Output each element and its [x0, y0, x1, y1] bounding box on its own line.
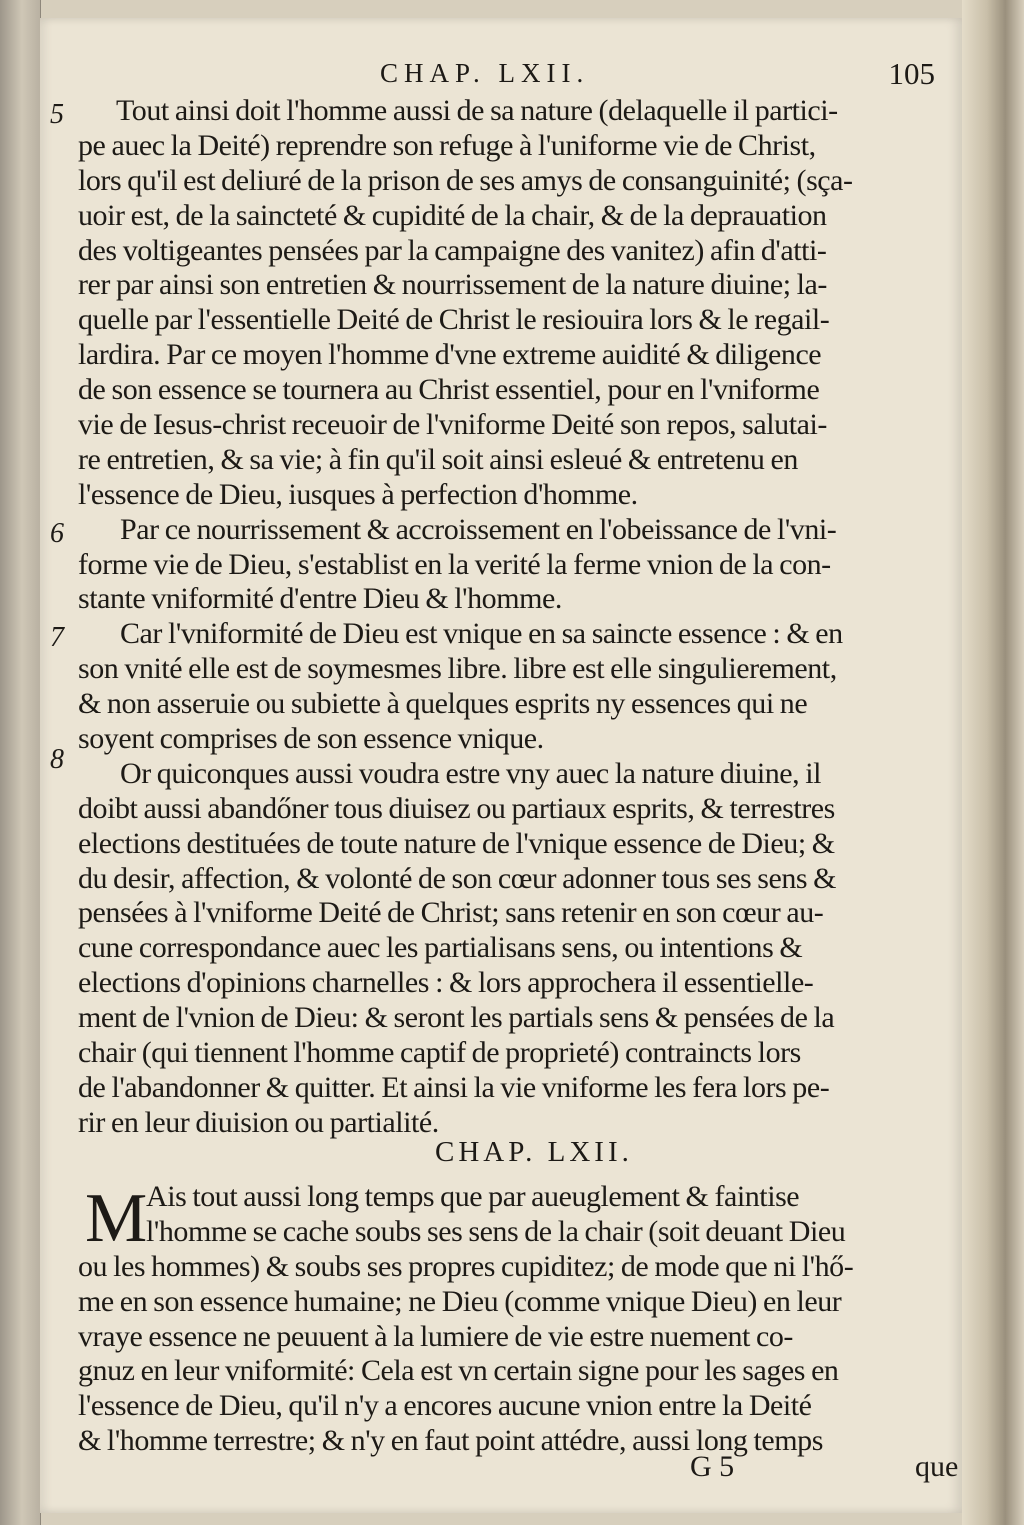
text-line: de son essence se tournera au Christ essentiel, pour en l'vniforme: [78, 373, 820, 407]
verse-number: 7: [50, 622, 64, 653]
text-line: de l'abandonner & quitter. Et ainsi la vie vniforme les fera lors pe-: [78, 1070, 830, 1104]
chapter-heading: CHAP. LXII.: [380, 58, 590, 88]
text-line: pe auec la Deité) reprendre son refuge à l'uniforme vie de Christ,: [78, 128, 816, 162]
text-line: l'essence de Dieu, iusques à perfection d'homme.: [78, 477, 638, 511]
text-line: l'essence de Dieu, qu'il n'y a encores aucune vnion entre la Deité: [78, 1389, 812, 1423]
text-line: soyent comprises de son essence vnique.: [78, 722, 544, 756]
text-line: & l'homme terrestre; & n'y en faut point attédre, aussi long temps: [78, 1424, 823, 1458]
text-line: stante vniformité d'entre Dieu & l'homme.: [78, 582, 562, 616]
text-line: uoir est, de la saincteté & cupidité de la chair, & de la deprauation: [78, 198, 827, 232]
text-line: rer par ainsi son entretien & nourrissement de la nature diuine; la-: [78, 268, 827, 302]
text-line: ou les hommes) & soubs ses propres cupiditez; de mode que ni l'hő-: [78, 1249, 854, 1283]
text-line: chair (qui tiennent l'homme captif de proprieté) contraincts lors: [78, 1036, 801, 1070]
text-line: gnuz en leur vniformité: Cela est vn certain signe pour les sages en: [78, 1354, 839, 1388]
text-line: Ais tout aussi long temps que par aueuglement & faintise: [146, 1180, 800, 1213]
signature-mark: G 5: [690, 1450, 735, 1483]
facing-page-edge: [0, 0, 41, 1525]
text-line: & non asseruie ou subiette à quelques esprits ny essences qui ne: [78, 687, 808, 721]
text-line: l'homme se cache soubs ses sens de la chair (soit deuant Dieu: [146, 1214, 846, 1248]
body-text: [78, 94, 978, 1141]
text-line: du desir, affection, & volonté de son cœur adonner tous ses sens &: [78, 861, 837, 895]
text-line: vraye essence ne peuuent à la lumiere de vie estre nuement co-: [78, 1319, 793, 1353]
book-page: [40, 18, 962, 1513]
text-line: elections d'opinions charnelles : & lors approchera il essentielle-: [78, 966, 814, 1000]
catchword: que: [915, 1450, 959, 1483]
text-line: Or quiconques aussi voudra estre vny auec la nature diuine, il: [120, 756, 822, 790]
verse-number: 8: [50, 744, 64, 775]
text-line: son vnité elle est de soymesmes libre. libre est elle singulierement,: [78, 652, 837, 686]
text-line: des voltigeantes pensées par la campaigne des vanitez) afin d'atti-: [78, 233, 827, 267]
text-line: Tout ainsi doit l'homme aussi de sa nature (delaquelle il partici-: [116, 94, 838, 127]
text-line: vie de Iesus-christ receuoir de l'vniforme Deité son repos, salutai-: [78, 408, 827, 442]
text-line: Par ce nourrissement & accroissement en l'obeissance de l'vni-: [120, 512, 837, 546]
running-head: [40, 58, 950, 98]
text-line: me en son essence humaine; ne Dieu (comme vnique Dieu) en leur: [78, 1284, 842, 1318]
text-line: rir en leur diuision ou partialité.: [78, 1105, 439, 1139]
text-line: Car l'vniformité de Dieu est vnique en sa saincte essence : & en: [120, 617, 843, 651]
page-number: 105: [888, 56, 935, 91]
text-line: lardira. Par ce moyen l'homme d'vne extreme auidité & diligence: [78, 338, 822, 372]
text-line: doibt aussi abandőner tous diuisez ou partiaux esprits, & terrestres: [78, 791, 835, 825]
chapter-title: CHAP. LXII.: [435, 1136, 633, 1168]
verse-number: 5: [50, 99, 64, 130]
text-line: pensées à l'vniforme Deité de Christ; sans retenir en son cœur au-: [78, 896, 824, 930]
chapter-text: [78, 1180, 978, 1459]
text-line: lors qu'il est deliuré de la prison de ses amys de consanguinité; (sça-: [78, 163, 853, 197]
text-line: re entretien, & sa vie; à fin qu'il soit ainsi esleué & entretenu en: [78, 442, 798, 476]
text-line: cune correspondance auec les partialisans sens, ou intentions &: [78, 931, 803, 965]
drop-capital: M: [85, 1180, 148, 1257]
verse-number: 6: [50, 518, 64, 549]
text-line: ment de l'vnion de Dieu: & seront les partials sens & pensées de la: [78, 1001, 835, 1035]
text-line: elections destituées de toute nature de l'vnique essence de Dieu; &: [78, 826, 835, 860]
text-line: quelle par l'essentielle Deité de Christ le resiouira lors & le regail-: [78, 303, 830, 337]
text-line: forme vie de Dieu, s'establist en la verité la ferme vnion de la con-: [78, 547, 831, 581]
